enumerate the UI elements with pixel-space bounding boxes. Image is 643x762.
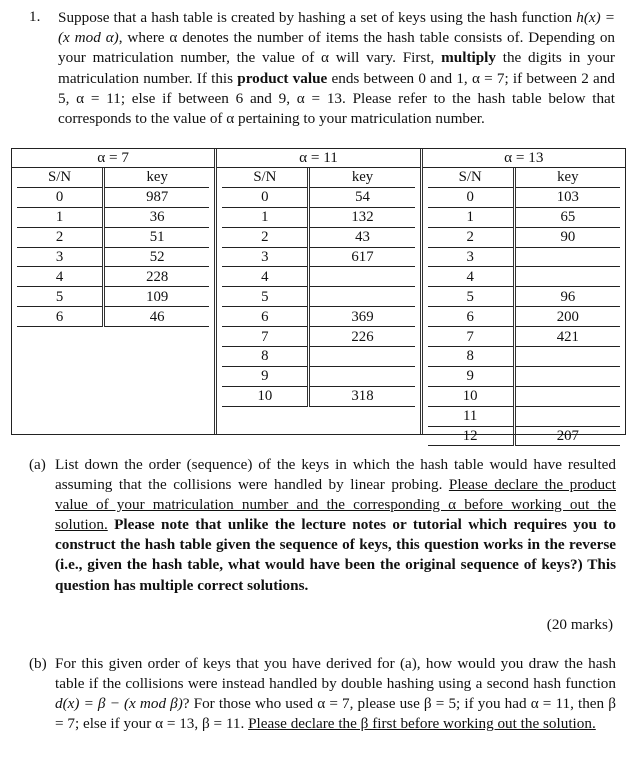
key-cell bbox=[514, 406, 620, 426]
table-row bbox=[222, 287, 414, 307]
table-row bbox=[428, 386, 620, 406]
key-cell: 96 bbox=[514, 287, 620, 307]
sn-cell: 0 bbox=[222, 187, 309, 207]
table-row bbox=[428, 227, 620, 247]
part-a-label: (a) bbox=[29, 456, 46, 473]
col-key: key bbox=[514, 168, 620, 187]
sn-cell: 4 bbox=[222, 267, 309, 287]
table-row bbox=[17, 307, 209, 327]
part-a-bold: Please note that unlike the lecture notes or tutorial which requires you to construct the hash table given the sequence of keys, this question works in the reverse (i.e., given the hash table, what would have been the original sequence of keys?) This question has multiple correct solutions. bbox=[55, 516, 616, 594]
col-sn: S/N bbox=[428, 168, 515, 187]
key-cell: 65 bbox=[514, 207, 620, 227]
sn-cell: 5 bbox=[428, 287, 515, 307]
col-key: key bbox=[309, 168, 415, 187]
key-cell: 318 bbox=[309, 386, 415, 406]
sn-cell: 12 bbox=[428, 426, 515, 446]
key-cell bbox=[514, 366, 620, 386]
key-cell: 54 bbox=[309, 187, 415, 207]
question-1-text bbox=[58, 8, 615, 129]
table-row bbox=[428, 187, 620, 207]
key-cell: 90 bbox=[514, 227, 620, 247]
sn-cell: 0 bbox=[428, 187, 515, 207]
sn-cell: 8 bbox=[428, 347, 515, 367]
key-cell bbox=[309, 366, 415, 386]
table-row bbox=[428, 426, 620, 446]
key-cell: 46 bbox=[104, 307, 210, 327]
sn-cell: 6 bbox=[17, 307, 104, 327]
q1-text-post: ends between 0 and 1, α = 7; if between 2 and 5, α = 11; else if between 6 and 9, α = 13. Please refer to the hash table below that corresponds to the value of α pertaining to your matriculation number. bbox=[58, 69, 615, 128]
sn-cell: 1 bbox=[222, 207, 309, 227]
sn-cell: 2 bbox=[428, 227, 515, 247]
part-a-underlined: Please declare the product value of your matriculation number and the corresponding α before working out the solution. bbox=[55, 476, 616, 534]
alpha-label: α = 13 bbox=[423, 149, 625, 168]
part-a bbox=[29, 455, 616, 596]
sn-cell: 1 bbox=[428, 207, 515, 227]
key-cell: 36 bbox=[104, 207, 210, 227]
q1-text-pre: Suppose that a hash table is created by hashing a set of keys using the hash function bbox=[58, 9, 577, 26]
part-a-marks: (20 marks) bbox=[546, 616, 613, 633]
hash-table-alpha-7 bbox=[12, 149, 217, 434]
question-1 bbox=[29, 8, 615, 129]
q1-text-mid2: the digits in your matriculation number. If this bbox=[58, 49, 615, 87]
sn-cell: 10 bbox=[222, 386, 309, 406]
key-cell: 103 bbox=[514, 187, 620, 207]
sn-cell: 11 bbox=[428, 406, 515, 426]
key-cell bbox=[514, 247, 620, 267]
sn-cell: 5 bbox=[17, 287, 104, 307]
table-row bbox=[428, 347, 620, 367]
part-b bbox=[29, 654, 616, 734]
hash-table-alpha-13 bbox=[423, 149, 625, 445]
sn-cell: 6 bbox=[222, 307, 309, 327]
table-row bbox=[17, 267, 209, 287]
table-row bbox=[428, 406, 620, 426]
hash-tables bbox=[11, 148, 626, 445]
part-a-text: List down the order (sequence) of the keys in which the hash table would have resulted assuming that the collisions were handled by linear probing. bbox=[55, 456, 616, 494]
sn-cell: 5 bbox=[222, 287, 309, 307]
sn-cell: 8 bbox=[222, 347, 309, 367]
sn-cell: 4 bbox=[17, 267, 104, 287]
key-cell: 369 bbox=[309, 307, 415, 327]
question-number: 1. bbox=[29, 8, 41, 25]
product-value-emphasis: product value bbox=[237, 69, 328, 87]
table-row bbox=[222, 366, 414, 386]
key-cell: 617 bbox=[309, 247, 415, 267]
table-row bbox=[428, 307, 620, 327]
key-cell: 132 bbox=[309, 207, 415, 227]
key-cell: 207 bbox=[514, 426, 620, 446]
table-row bbox=[222, 327, 414, 347]
key-cell bbox=[309, 287, 415, 307]
alpha-label: α = 11 bbox=[217, 149, 419, 168]
sn-cell: 3 bbox=[428, 247, 515, 267]
key-cell bbox=[309, 267, 415, 287]
part-b-underlined: Please declare the β first before working out the solution. bbox=[248, 715, 596, 733]
sn-cell: 1 bbox=[17, 207, 104, 227]
hash-function: h(x) = (x mod α) bbox=[58, 9, 616, 47]
sn-cell: 3 bbox=[17, 247, 104, 267]
sn-cell: 7 bbox=[428, 327, 515, 347]
sn-cell: 9 bbox=[428, 366, 515, 386]
table-row bbox=[222, 247, 414, 267]
col-key: key bbox=[104, 168, 210, 187]
key-cell: 421 bbox=[514, 327, 620, 347]
key-cell bbox=[309, 347, 415, 367]
key-cell bbox=[514, 347, 620, 367]
q1-text-mid1: , where α denotes the number of items the hash table consists of. Depending on your matriculation number, the value of α will vary. First, bbox=[58, 29, 616, 67]
table-row bbox=[17, 287, 209, 307]
table-row bbox=[17, 227, 209, 247]
table-row bbox=[222, 267, 414, 287]
key-cell: 228 bbox=[104, 267, 210, 287]
col-sn: S/N bbox=[222, 168, 309, 187]
table-row bbox=[222, 227, 414, 247]
table-alpha-7 bbox=[17, 168, 209, 327]
sn-cell: 0 bbox=[17, 187, 104, 207]
key-cell: 987 bbox=[104, 187, 210, 207]
hash-table-alpha-11 bbox=[217, 149, 422, 434]
table-row bbox=[428, 327, 620, 347]
sn-cell: 9 bbox=[222, 366, 309, 386]
key-cell: 200 bbox=[514, 307, 620, 327]
table-row bbox=[428, 247, 620, 267]
sn-cell: 10 bbox=[428, 386, 515, 406]
part-b-text1: For this given order of keys that you have derived for (a), how would you draw the hash table if the collisions were instead handled by double hashing using a second hash function bbox=[55, 655, 616, 693]
table-row bbox=[222, 187, 414, 207]
table-row bbox=[428, 287, 620, 307]
table-alpha-11 bbox=[222, 168, 414, 407]
part-b-label: (b) bbox=[29, 655, 47, 672]
key-cell: 52 bbox=[104, 247, 210, 267]
table-row bbox=[428, 267, 620, 287]
sn-cell: 7 bbox=[222, 327, 309, 347]
key-cell: 226 bbox=[309, 327, 415, 347]
table-alpha-13 bbox=[428, 168, 620, 446]
multiply-emphasis: multiply bbox=[441, 49, 496, 67]
table-row bbox=[222, 386, 414, 406]
sn-cell: 4 bbox=[428, 267, 515, 287]
key-cell: 51 bbox=[104, 227, 210, 247]
table-row bbox=[17, 187, 209, 207]
table-row bbox=[17, 247, 209, 267]
key-cell bbox=[514, 386, 620, 406]
key-cell bbox=[514, 267, 620, 287]
sn-cell: 2 bbox=[17, 227, 104, 247]
part-b-text2: ? For those who used α = 7, please use β = 5; if you had α = 11, then β = 7; else if your α = 13, β = 11. bbox=[55, 695, 616, 733]
col-sn: S/N bbox=[17, 168, 104, 187]
sn-cell: 2 bbox=[222, 227, 309, 247]
table-row bbox=[222, 307, 414, 327]
table-row bbox=[222, 207, 414, 227]
table-row bbox=[428, 207, 620, 227]
alpha-label: α = 7 bbox=[12, 149, 214, 168]
sn-cell: 3 bbox=[222, 247, 309, 267]
table-row bbox=[428, 366, 620, 386]
sn-cell: 6 bbox=[428, 307, 515, 327]
second-hash-function: d(x) = β − (x mod β) bbox=[55, 695, 183, 713]
table-row bbox=[222, 347, 414, 367]
key-cell: 43 bbox=[309, 227, 415, 247]
table-row bbox=[17, 207, 209, 227]
key-cell: 109 bbox=[104, 287, 210, 307]
